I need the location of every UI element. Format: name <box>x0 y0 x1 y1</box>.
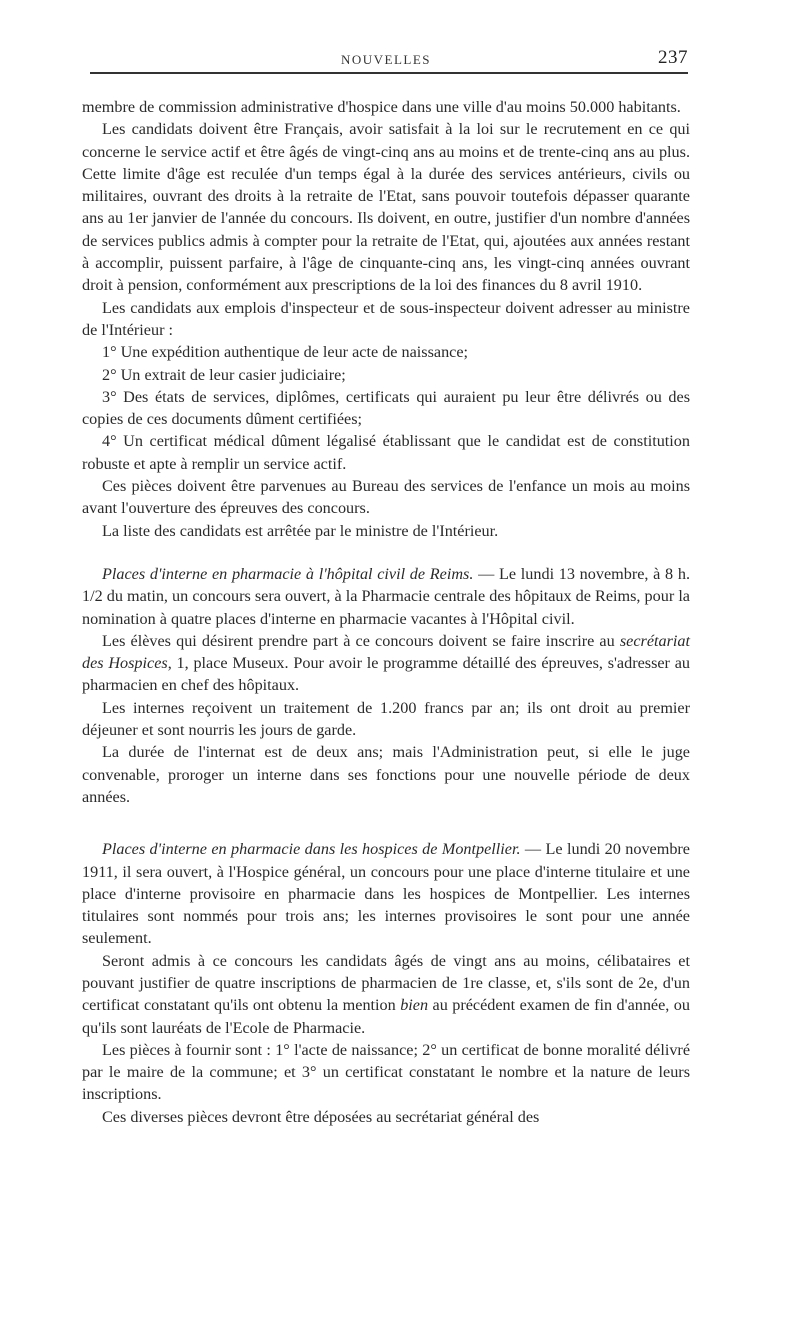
paragraph-inspector-applicants: Les candidats aux emplois d'inspecteur et de sous-inspecteur doivent adresser au ministre de l'Intérieur : <box>82 298 690 339</box>
paragraph-submission: Ces diverses pièces devront être déposées au secrétariat général des <box>102 1107 540 1126</box>
list-item-birth-certificate: 1° Une expédition authentique de leur acte de naissance; <box>102 343 469 362</box>
paragraph-documents: Les pièces à fournir sont : 1° l'acte de naissance; 2° un certificat de bonne moralité délivré par le maire de la commune; et 3° un certificat constatant le nombre et la nature de leurs inscriptions. <box>82 1040 690 1104</box>
paragraph-registration <box>82 630 690 697</box>
section-reims <box>82 563 690 630</box>
paragraph-salary: Les internes reçoivent un traitement de 1.200 francs par an; ils ont droit au premier déjeuner et sont nourris les jours de garde. <box>82 698 690 740</box>
running-title: NOUVELLES <box>340 52 432 67</box>
page-number: 237 <box>658 47 688 68</box>
italic-bien: bien <box>400 996 429 1015</box>
article-body <box>82 96 690 1128</box>
section-text-montpellier: — Le lundi 20 novembre 1911, il sera ouvert, à l'Hospice général, un concours pour une place d'interne titulaire et une place d'interne provisoire en pharmacie dans les hospices de Montpellier. Les internes titulaires sont nommés pour trois ans; les internes provisoires le sont pour une année seulement. <box>82 840 690 948</box>
paragraph-candidate-requirements: Les candidats doivent être Français, avoir satisfait à la loi sur le recrutement en ce qui concerne le service actif et être âgés de vingt-cinq ans au moins et de trente-cinq ans au plus. Cette limite d'âge est reculée d'un temps égal à la durée des services antérieurs, civils ou militaires, ouvrant des droits à la retraite de l'Etat, sans pouvoir toutefois dépasser quarante ans au 1er janvier de l'année du concours. Ils doivent, en outre, justifier d'un nombre d'années de services publics admis à compter pour la retraite de l'Etat, qui, ajoutées aux années restant à accomplir, puissent parfaire, à l'âge de cinquante-cinq ans, les vingt-cinq années ouvrant droit à pension, conformément aux prescriptions de la loi des finances du 8 avril 1910. <box>82 120 690 295</box>
italic-secretariat: secrétariat des Hospices <box>82 631 690 673</box>
header-rule <box>90 72 688 74</box>
section-text-reims: — Le lundi 13 novembre, à 8 h. 1/2 du matin, un concours sera ouvert, à la Pharmacie centrale des hôpitaux de Reims, pour la nomination à quatre places d'interne en pharmacie vacantes à l'Hôpital civil. <box>82 564 690 628</box>
paragraph-continuation: membre de commission administrative d'hospice dans une ville d'au moins 50.000 habitants. <box>82 98 681 116</box>
text-span: au précédent examen de fin d'année, ou qu'ils sont lauréats de l'Ecole de Pharmacie. <box>82 996 690 1037</box>
section-montpellier <box>82 838 690 949</box>
paragraph-candidate-list: La liste des candidats est arrêtée par le ministre de l'Intérieur. <box>102 521 499 540</box>
list-item-service-records: 3° Des états de services, diplômes, certificats qui auraient pu leur être délivrés ou des copies de ces documents dûment certifiées; <box>82 387 690 429</box>
page <box>82 0 690 1126</box>
text-span: , 1, place Museux. Pour avoir le programme détaillé des épreuves, s'adresser au pharmacien en chef des hôpitaux. <box>82 654 690 695</box>
paragraph-admission <box>82 950 690 1039</box>
list-item-criminal-record: 2° Un extrait de leur casier judiciaire; <box>102 365 346 384</box>
list-item-medical-certificate: 4° Un certificat médical dûment légalisé établissant que le candidat est de constitution robuste et apte à remplir un service actif. <box>82 432 690 473</box>
text-span: Les élèves qui désirent prendre part à ce concours doivent se faire inscrire au <box>102 631 620 650</box>
section-heading-montpellier: Places d'interne en pharmacie dans les hospices de Montpellier. <box>102 840 521 859</box>
page-header <box>82 0 690 76</box>
section-heading-reims: Places d'interne en pharmacie à l'hôpital civil de Reims. <box>102 564 474 583</box>
text-span: Seront admis à ce concours les candidats âgés de vingt ans au moins, célibataires et pouvant justifier de quatre inscriptions de pharmacien de 1re classe, et, s'ils sont de 2e, d'un certificat constatant qu'ils ont obtenu la mention <box>82 951 690 1015</box>
paragraph-deadline: Ces pièces doivent être parvenues au Bureau des services de l'enfance un mois au moins avant l'ouverture des épreuves des concours. <box>82 477 690 518</box>
paragraph-duration: La durée de l'internat est de deux ans; mais l'Administration peut, si elle le juge convenable, proroger un interne dans ses fonctions pour une nouvelle période de deux années. <box>82 743 690 806</box>
